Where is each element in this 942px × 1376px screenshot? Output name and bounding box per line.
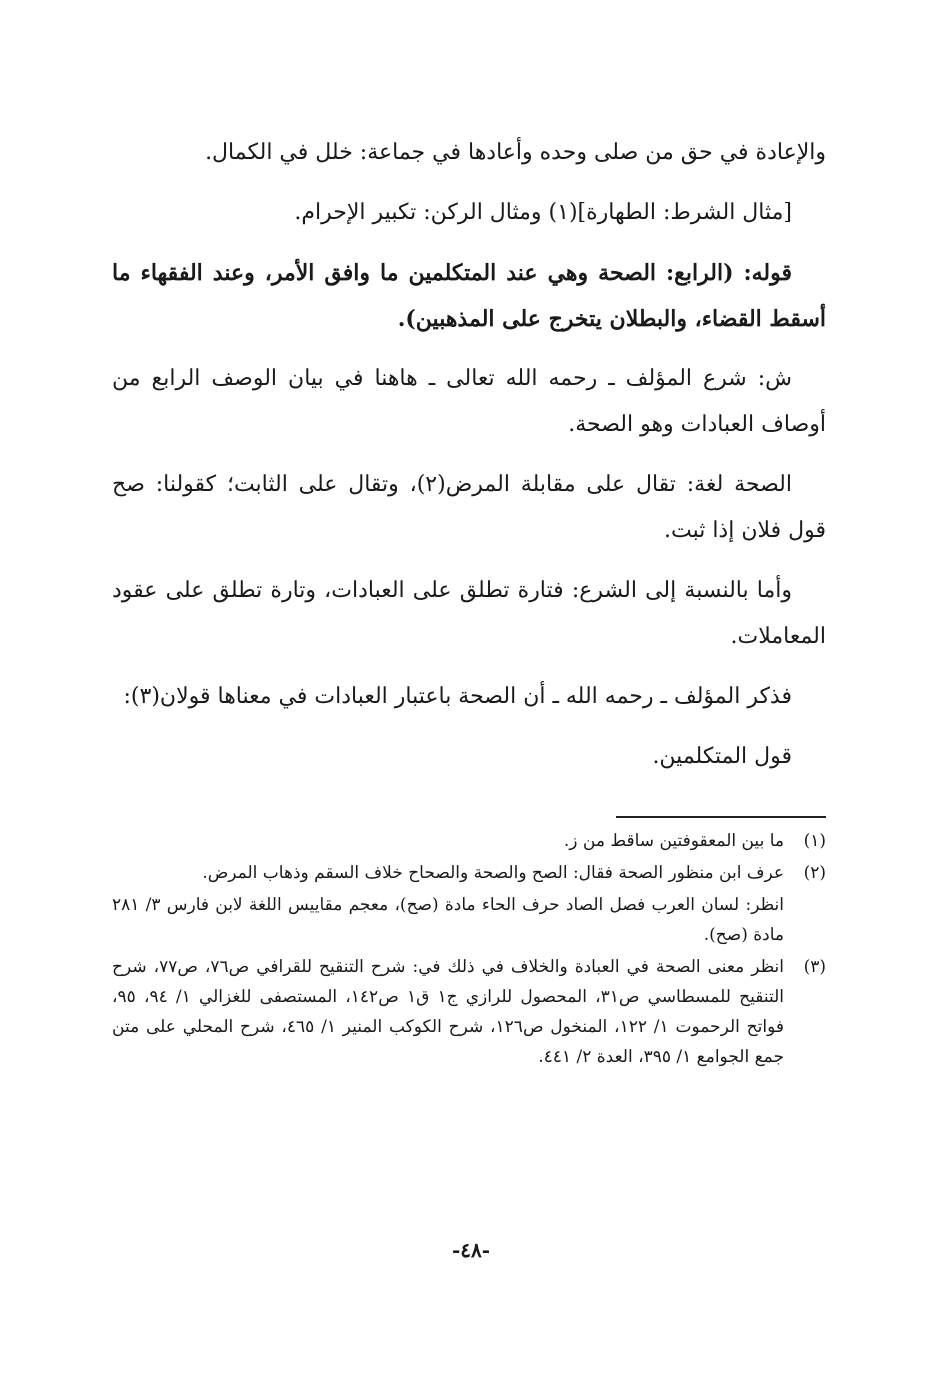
paragraph: وأما بالنسبة إلى الشرع: فتارة تطلق على العبادات، وتارة تطلق على عقود المعاملات. [112, 578, 826, 649]
footnote-number: (٢) [803, 863, 826, 883]
footnote-2-continuation: انظر: لسان العرب فصل الصاد حرف الحاء مادة (صح)، معجم مقاييس اللغة لابن فارس ٣/ ٢٨١ مادة (صح). [112, 895, 784, 945]
footnote-1 [112, 826, 826, 856]
page-number: -٤٨- [451, 1238, 491, 1262]
footnote-number: (٣) [803, 957, 826, 977]
paragraph: قول المتكلمين. [652, 744, 792, 769]
footnote-text: عرف ابن منظور الصحة فقال: الصح والصحة والصحاح خلاف السقم وذهاب المرض. [202, 863, 784, 883]
main-text [112, 130, 826, 794]
footnote-divider [616, 816, 826, 818]
footnotes [112, 826, 826, 1074]
quoted-matn-paragraph: قوله: (الرابع: الصحة وهي عند المتكلمين ما وافق الأمر، وعند الفقهاء ما أسقط القضاء، والبطلان يتخرج على المذهبين). [112, 260, 826, 332]
paragraph: الصحة لغة: تقال على مقابلة المرض(٢)، وتقال على الثابت؛ كقولنا: صح قول فلان إذا ثبت. [112, 472, 826, 543]
footnote-text: ما بين المعقوفتين ساقط من ز. [563, 831, 784, 851]
paragraph: والإعادة في حق من صلى وحده وأعادها في جماعة: خلل في الكمال. [205, 140, 826, 165]
paragraph: فذكر المؤلف ـ رحمه الله ـ أن الصحة باعتبار العبادات في معناها قولان(٣): [123, 684, 792, 709]
footnote-2 [112, 858, 826, 888]
paragraph: [مثال الشرط: الطهارة](١) ومثال الركن: تكبير الإحرام. [294, 200, 792, 225]
footnote-text: انظر معنى الصحة في العبادة والخلاف في ذلك في: شرح التنقيح للقرافي ص٧٦، ص٧٧، شرح التنقيح للمسطاسي ص٣١، المحصول للرازي ج١ ق١ ص١٤٢، المستصفى للغزالي ١/ ٩٤، ٩٥، فواتح الرحموت ١/ ١٢٢، المنخول ص١٢٦، شرح الكوكب المنير ١/ ٤٦٥، شرح المحلي على متن جمع الجوامع ١/ ٣٩٥، العدة ٢/ ٤٤١. [112, 957, 784, 1067]
paragraph: ش: شرع المؤلف ـ رحمه الله تعالى ـ هاهنا في بيان الوصف الرابع من أوصاف العبادات وهو الصحة. [112, 366, 826, 437]
footnote-3 [112, 952, 826, 1072]
footnote-number: (١) [803, 831, 826, 851]
